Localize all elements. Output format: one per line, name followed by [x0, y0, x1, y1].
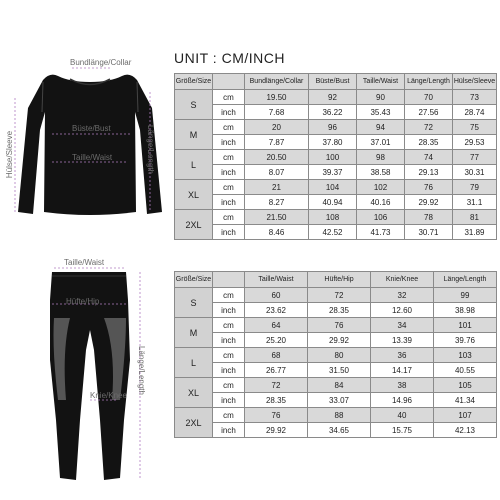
value-cell: 68: [245, 348, 308, 363]
value-cell: 36: [371, 348, 434, 363]
unit-cell: inch: [213, 225, 245, 240]
unit-cell: cm: [213, 90, 245, 105]
value-cell: 38.98: [434, 303, 497, 318]
table-row: [175, 393, 497, 408]
unit-cell: cm: [213, 348, 245, 363]
pants-size-table: [174, 271, 497, 438]
table-row: [175, 318, 497, 333]
value-cell: 84: [308, 378, 371, 393]
table-row: [175, 333, 497, 348]
value-cell: 33.07: [308, 393, 371, 408]
value-cell: 34: [371, 318, 434, 333]
unit-cell: inch: [213, 423, 245, 438]
value-cell: 29.92: [405, 195, 453, 210]
size-cell: S: [175, 90, 213, 120]
table-row: [175, 408, 497, 423]
value-cell: 8.46: [245, 225, 309, 240]
pants-length-label: Länge/Length: [136, 346, 146, 395]
value-cell: 15.75: [371, 423, 434, 438]
pants-knee-label: Knie/Knee: [90, 391, 127, 400]
column-header: Größe/Size: [175, 74, 213, 90]
value-cell: 7.87: [245, 135, 309, 150]
value-cell: 38: [371, 378, 434, 393]
value-cell: 31.1: [453, 195, 497, 210]
value-cell: 23.62: [245, 303, 308, 318]
unit-title: UNIT : CM/INCH: [174, 50, 285, 66]
unit-cell: inch: [213, 333, 245, 348]
value-cell: 25.20: [245, 333, 308, 348]
size-cell: L: [175, 348, 213, 378]
value-cell: 12.60: [371, 303, 434, 318]
table-header-row: [175, 74, 497, 90]
size-cell: S: [175, 288, 213, 318]
column-header: Hüfte/Hip: [308, 272, 371, 288]
table-row: [175, 180, 497, 195]
value-cell: 42.52: [309, 225, 357, 240]
column-header: Knie/Knee: [371, 272, 434, 288]
value-cell: 14.96: [371, 393, 434, 408]
table-row: [175, 135, 497, 150]
value-cell: 30.31: [453, 165, 497, 180]
table-row: [175, 90, 497, 105]
value-cell: 76: [405, 180, 453, 195]
unit-cell: cm: [213, 210, 245, 225]
value-cell: 100: [309, 150, 357, 165]
table-row: [175, 303, 497, 318]
value-cell: 8.07: [245, 165, 309, 180]
value-cell: 20.50: [245, 150, 309, 165]
value-cell: 21: [245, 180, 309, 195]
value-cell: 39.37: [309, 165, 357, 180]
table-row: [175, 348, 497, 363]
column-header: Taille/Waist: [357, 74, 405, 90]
size-cell: L: [175, 150, 213, 180]
value-cell: 21.50: [245, 210, 309, 225]
value-cell: 72: [308, 288, 371, 303]
size-cell: 2XL: [175, 210, 213, 240]
unit-cell: inch: [213, 135, 245, 150]
unit-cell: cm: [213, 378, 245, 393]
unit-cell: inch: [213, 195, 245, 210]
pants-waist-label: Taille/Waist: [64, 258, 105, 267]
value-cell: 41.73: [357, 225, 405, 240]
value-cell: 28.35: [308, 303, 371, 318]
value-cell: 31.50: [308, 363, 371, 378]
value-cell: 101: [434, 318, 497, 333]
table-row: [175, 363, 497, 378]
table-row: [175, 120, 497, 135]
value-cell: 77: [453, 150, 497, 165]
value-cell: 70: [405, 90, 453, 105]
value-cell: 60: [245, 288, 308, 303]
table-header-row: [175, 272, 497, 288]
table-row: [175, 423, 497, 438]
value-cell: 76: [308, 318, 371, 333]
value-cell: 13.39: [371, 333, 434, 348]
value-cell: 106: [357, 210, 405, 225]
value-cell: 40.55: [434, 363, 497, 378]
value-cell: 96: [309, 120, 357, 135]
column-header: Bundlänge/Collar: [245, 74, 309, 90]
size-cell: 2XL: [175, 408, 213, 438]
value-cell: 31.89: [453, 225, 497, 240]
value-cell: 39.76: [434, 333, 497, 348]
value-cell: 28.74: [453, 105, 497, 120]
value-cell: 107: [434, 408, 497, 423]
table-row: [175, 225, 497, 240]
value-cell: 27.56: [405, 105, 453, 120]
column-header: Länge/Length: [434, 272, 497, 288]
value-cell: 108: [309, 210, 357, 225]
value-cell: 75: [453, 120, 497, 135]
value-cell: 30.71: [405, 225, 453, 240]
column-header: [213, 74, 245, 90]
value-cell: 7.68: [245, 105, 309, 120]
value-cell: 14.17: [371, 363, 434, 378]
value-cell: 29.53: [453, 135, 497, 150]
column-header: [213, 272, 245, 288]
value-cell: 72: [405, 120, 453, 135]
value-cell: 36.22: [309, 105, 357, 120]
value-cell: 20: [245, 120, 309, 135]
value-cell: 29.92: [245, 423, 308, 438]
value-cell: 73: [453, 90, 497, 105]
value-cell: 42.13: [434, 423, 497, 438]
value-cell: 105: [434, 378, 497, 393]
pants-hip-label: Hüfte/Hip: [66, 297, 100, 306]
value-cell: 99: [434, 288, 497, 303]
value-cell: 72: [245, 378, 308, 393]
value-cell: 90: [357, 90, 405, 105]
shirt-bust-label: Büste/Bust: [72, 124, 111, 133]
size-cell: XL: [175, 378, 213, 408]
shirt-length-label: Länge/Length: [145, 125, 155, 174]
column-header: Taille/Waist: [245, 272, 308, 288]
size-cell: M: [175, 120, 213, 150]
value-cell: 103: [434, 348, 497, 363]
value-cell: 40.94: [309, 195, 357, 210]
unit-cell: inch: [213, 363, 245, 378]
value-cell: 76: [245, 408, 308, 423]
unit-cell: inch: [213, 105, 245, 120]
value-cell: 102: [357, 180, 405, 195]
shirt-size-table: [174, 73, 497, 240]
unit-cell: cm: [213, 180, 245, 195]
value-cell: 81: [453, 210, 497, 225]
value-cell: 80: [308, 348, 371, 363]
value-cell: 19.50: [245, 90, 309, 105]
unit-cell: cm: [213, 288, 245, 303]
shirt-collar-label: Bundlänge/Collar: [70, 58, 132, 67]
size-cell: M: [175, 318, 213, 348]
value-cell: 92: [309, 90, 357, 105]
table-row: [175, 378, 497, 393]
unit-cell: inch: [213, 393, 245, 408]
value-cell: 29.13: [405, 165, 453, 180]
table-row: [175, 165, 497, 180]
value-cell: 8.27: [245, 195, 309, 210]
value-cell: 28.35: [245, 393, 308, 408]
column-header: Größe/Size: [175, 272, 213, 288]
table-row: [175, 210, 497, 225]
value-cell: 94: [357, 120, 405, 135]
value-cell: 35.43: [357, 105, 405, 120]
shirt-illustration: [18, 75, 162, 215]
column-header: Länge/Length: [405, 74, 453, 90]
value-cell: 37.80: [309, 135, 357, 150]
value-cell: 88: [308, 408, 371, 423]
value-cell: 26.77: [245, 363, 308, 378]
value-cell: 38.58: [357, 165, 405, 180]
unit-cell: cm: [213, 318, 245, 333]
table-row: [175, 288, 497, 303]
size-cell: XL: [175, 180, 213, 210]
table-row: [175, 195, 497, 210]
value-cell: 40.16: [357, 195, 405, 210]
value-cell: 28.35: [405, 135, 453, 150]
value-cell: 41.34: [434, 393, 497, 408]
column-header: Hülse/Sleeve: [453, 74, 497, 90]
unit-cell: inch: [213, 165, 245, 180]
value-cell: 79: [453, 180, 497, 195]
value-cell: 74: [405, 150, 453, 165]
value-cell: 32: [371, 288, 434, 303]
value-cell: 64: [245, 318, 308, 333]
unit-cell: cm: [213, 408, 245, 423]
value-cell: 98: [357, 150, 405, 165]
value-cell: 40: [371, 408, 434, 423]
table-row: [175, 105, 497, 120]
value-cell: 37.01: [357, 135, 405, 150]
unit-cell: cm: [213, 150, 245, 165]
value-cell: 104: [309, 180, 357, 195]
value-cell: 34.65: [308, 423, 371, 438]
column-header: Büste/Bust: [309, 74, 357, 90]
shirt-sleeve-label: Hülse/Sleeve: [5, 130, 15, 179]
value-cell: 78: [405, 210, 453, 225]
value-cell: 29.92: [308, 333, 371, 348]
shirt-waist-label: Taille/Waist: [72, 153, 113, 162]
unit-cell: cm: [213, 120, 245, 135]
table-row: [175, 150, 497, 165]
unit-cell: inch: [213, 303, 245, 318]
